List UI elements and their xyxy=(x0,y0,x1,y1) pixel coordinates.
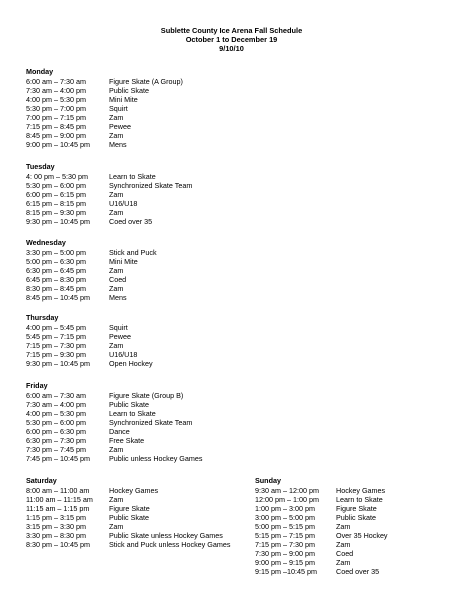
schedule-row xyxy=(26,427,202,436)
activity: Over 35 Hockey xyxy=(336,531,388,540)
activity: Zam xyxy=(109,522,124,531)
time-slot: 8:45 pm – 9:00 pm xyxy=(26,131,86,140)
day-sunday xyxy=(255,476,388,576)
time-slot: 9:30 am – 12:00 pm xyxy=(255,486,319,495)
time-slot: 7:15 pm – 7:30 pm xyxy=(26,341,86,350)
activity: Public Skate xyxy=(336,513,376,522)
time-slot: 5:15 pm – 7:15 pm xyxy=(255,531,315,540)
time-slot: 5:30 pm – 6:00 pm xyxy=(26,181,86,190)
activity: Open Hockey xyxy=(109,359,153,368)
schedule-row xyxy=(26,391,202,400)
schedule-row xyxy=(26,454,202,463)
time-slot: 11:15 am – 1:15 pm xyxy=(26,504,90,513)
activity: Learn to Skate xyxy=(109,409,156,418)
activity: Hockey Games xyxy=(109,486,159,495)
time-slot: 4: 00 pm – 5:30 pm xyxy=(26,172,88,181)
activity: Public unless Hockey Games xyxy=(109,454,203,463)
schedule-row xyxy=(26,445,202,454)
day-heading: Wednesday xyxy=(26,238,66,247)
day-heading: Saturday xyxy=(26,476,57,485)
time-slot: 6:15 pm – 8:15 pm xyxy=(26,199,86,208)
activity: Coed xyxy=(336,549,354,558)
schedule-row xyxy=(26,275,157,284)
activity: Public Skate unless Hockey Games xyxy=(109,531,223,540)
schedule-row xyxy=(26,540,230,549)
schedule-row xyxy=(26,359,153,368)
day-saturday xyxy=(26,476,230,549)
activity: Mini Mite xyxy=(109,257,138,266)
time-slot: 8:30 pm – 10:45 pm xyxy=(26,540,90,549)
activity: Hockey Games xyxy=(336,486,386,495)
activity: Pewee xyxy=(109,122,131,131)
time-slot: 7:30 am – 4:00 pm xyxy=(26,86,86,95)
schedule-row xyxy=(26,122,183,131)
day-thursday xyxy=(26,313,153,368)
activity: Squirt xyxy=(109,104,128,113)
activity: Mens xyxy=(109,293,127,302)
day-heading: Thursday xyxy=(26,313,59,322)
schedule-row xyxy=(26,266,157,275)
time-slot: 9:00 pm – 10:45 pm xyxy=(26,140,90,149)
schedule-range: October 1 to December 19 xyxy=(185,35,278,45)
schedule-row xyxy=(26,131,183,140)
schedule-row xyxy=(26,531,230,540)
schedule-row xyxy=(255,495,388,504)
time-slot: 7:30 pm – 9:00 pm xyxy=(255,549,315,558)
time-slot: 6:00 pm – 6:15 pm xyxy=(26,190,86,199)
schedule-row xyxy=(255,522,388,531)
time-slot: 6:30 pm – 7:30 pm xyxy=(26,436,86,445)
schedule-header xyxy=(0,26,463,54)
schedule-row xyxy=(26,172,192,181)
activity: Zam xyxy=(109,113,124,122)
schedule-row xyxy=(26,208,192,217)
time-slot: 5:00 pm – 5:15 pm xyxy=(255,522,315,531)
schedule-row xyxy=(255,540,388,549)
activity: Learn to Skate xyxy=(336,495,383,504)
schedule-row xyxy=(26,323,153,332)
activity: Coed xyxy=(109,275,127,284)
activity: Mens xyxy=(109,140,127,149)
activity: Zam xyxy=(109,266,124,275)
day-friday xyxy=(26,381,202,463)
schedule-row xyxy=(255,531,388,540)
day-wednesday xyxy=(26,238,157,302)
schedule-row xyxy=(26,400,202,409)
activity: Zam xyxy=(109,445,124,454)
schedule-row xyxy=(26,190,192,199)
activity: Figure Skate xyxy=(109,504,150,513)
time-slot: 4:00 pm – 5:45 pm xyxy=(26,323,86,332)
activity: Zam xyxy=(109,495,124,504)
activity: Public Skate xyxy=(109,400,149,409)
time-slot: 7:15 pm – 8:45 pm xyxy=(26,122,86,131)
time-slot: 4:00 pm – 5:30 pm xyxy=(26,95,86,104)
schedule-row xyxy=(26,284,157,293)
activity: Zam xyxy=(109,208,124,217)
activity: Zam xyxy=(109,190,124,199)
schedule-row xyxy=(26,77,183,86)
activity: U16/U18 xyxy=(109,350,138,359)
day-tuesday xyxy=(26,162,192,226)
time-slot: 6:30 pm – 6:45 pm xyxy=(26,266,86,275)
schedule-row xyxy=(26,486,230,495)
activity: Coed over 35 xyxy=(109,217,153,226)
time-slot: 1:00 pm – 3:00 pm xyxy=(255,504,315,513)
day-monday xyxy=(26,67,183,149)
activity: Public Skate xyxy=(109,513,149,522)
time-slot: 6:00 am – 7:30 am xyxy=(26,391,86,400)
schedule-row xyxy=(255,486,388,495)
activity: Public Skate xyxy=(109,86,149,95)
schedule-row xyxy=(26,181,192,190)
activity: Figure Skate xyxy=(336,504,377,513)
activity: Zam xyxy=(109,341,124,350)
time-slot: 6:45 pm – 8:30 pm xyxy=(26,275,86,284)
activity: U16/U18 xyxy=(109,199,138,208)
schedule-row xyxy=(255,504,388,513)
day-heading: Tuesday xyxy=(26,162,55,171)
activity: Zam xyxy=(336,558,351,567)
activity: Free Skate xyxy=(109,436,145,445)
time-slot: 9:15 pm –10:45 pm xyxy=(255,567,317,576)
activity: Learn to Skate xyxy=(109,172,156,181)
time-slot: 7:30 am – 4:00 pm xyxy=(26,400,86,409)
schedule-row xyxy=(26,113,183,122)
time-slot: 3:30 pm – 8:30 pm xyxy=(26,531,86,540)
time-slot: 9:00 pm – 9:15 pm xyxy=(255,558,315,567)
schedule-title: Sublette County Ice Arena Fall Schedule xyxy=(160,26,303,35)
time-slot: 7:00 pm – 7:15 pm xyxy=(26,113,86,122)
schedule-row xyxy=(26,504,230,513)
schedule-row xyxy=(26,104,183,113)
time-slot: 8:00 am – 11:00 am xyxy=(26,486,90,495)
schedule-row xyxy=(26,248,157,257)
time-slot: 5:00 pm – 6:30 pm xyxy=(26,257,86,266)
schedule-row xyxy=(255,567,388,576)
activity: Mini Mite xyxy=(109,95,138,104)
time-slot: 11:00 am – 11:15 am xyxy=(26,495,93,504)
time-slot: 7:45 pm – 10:45 pm xyxy=(26,454,90,463)
schedule-row xyxy=(26,199,192,208)
schedule-row xyxy=(26,418,202,427)
time-slot: 8:15 pm – 9:30 pm xyxy=(26,208,86,217)
activity: Zam xyxy=(336,522,351,531)
activity: Figure Skate (A Group) xyxy=(109,77,183,86)
time-slot: 4:00 pm – 5:30 pm xyxy=(26,409,86,418)
time-slot: 8:30 pm – 8:45 pm xyxy=(26,284,86,293)
time-slot: 6:00 am – 7:30 am xyxy=(26,77,86,86)
time-slot: 5:30 pm – 6:00 pm xyxy=(26,418,86,427)
time-slot: 7:15 pm – 9:30 pm xyxy=(26,350,86,359)
activity: Pewee xyxy=(109,332,131,341)
time-slot: 8:45 pm – 10:45 pm xyxy=(26,293,90,302)
activity: Figure Skate (Group B) xyxy=(109,391,184,400)
time-slot: 7:15 pm – 7:30 pm xyxy=(255,540,315,549)
schedule-row xyxy=(255,549,388,558)
day-heading: Monday xyxy=(26,67,54,76)
activity: Zam xyxy=(109,284,124,293)
schedule-row xyxy=(26,409,202,418)
time-slot: 7:30 pm – 7:45 pm xyxy=(26,445,86,454)
day-heading: Friday xyxy=(26,381,48,390)
time-slot: 9:30 pm – 10:45 pm xyxy=(26,359,90,368)
activity: Synchronized Skate Team xyxy=(109,418,193,427)
activity: Zam xyxy=(109,131,124,140)
activity: Squirt xyxy=(109,323,128,332)
time-slot: 9:30 pm – 10:45 pm xyxy=(26,217,90,226)
schedule-row xyxy=(26,293,157,302)
activity: Synchronized Skate Team xyxy=(109,181,193,190)
schedule-row xyxy=(26,86,183,95)
schedule-row xyxy=(26,436,202,445)
schedule-row xyxy=(26,350,153,359)
time-slot: 3:15 pm – 3:30 pm xyxy=(26,522,86,531)
activity: Dance xyxy=(109,427,130,436)
time-slot: 1:15 pm – 3:15 pm xyxy=(26,513,86,522)
time-slot: 6:00 pm – 6:30 pm xyxy=(26,427,86,436)
schedule-row xyxy=(26,257,157,266)
schedule-row xyxy=(26,217,192,226)
time-slot: 3:00 pm – 5:00 pm xyxy=(255,513,315,522)
schedule-row xyxy=(26,495,230,504)
schedule-row xyxy=(26,522,230,531)
schedule-row xyxy=(26,513,230,522)
schedule-row xyxy=(26,95,183,104)
schedule-row xyxy=(255,513,388,522)
schedule-row xyxy=(255,558,388,567)
time-slot: 5:30 pm – 7:00 pm xyxy=(26,104,86,113)
schedule-row xyxy=(26,341,153,350)
activity: Stick and Puck unless Hockey Games xyxy=(109,540,231,549)
schedule-row xyxy=(26,332,153,341)
time-slot: 3:30 pm – 5:00 pm xyxy=(26,248,86,257)
activity: Stick and Puck xyxy=(109,248,157,257)
time-slot: 5:45 pm – 7:15 pm xyxy=(26,332,86,341)
activity: Zam xyxy=(336,540,351,549)
schedule-row xyxy=(26,140,183,149)
time-slot: 12:00 pm – 1:00 pm xyxy=(255,495,319,504)
day-heading: Sunday xyxy=(255,476,281,485)
activity: Coed over 35 xyxy=(336,567,380,576)
schedule-date: 9/10/10 xyxy=(219,44,244,54)
